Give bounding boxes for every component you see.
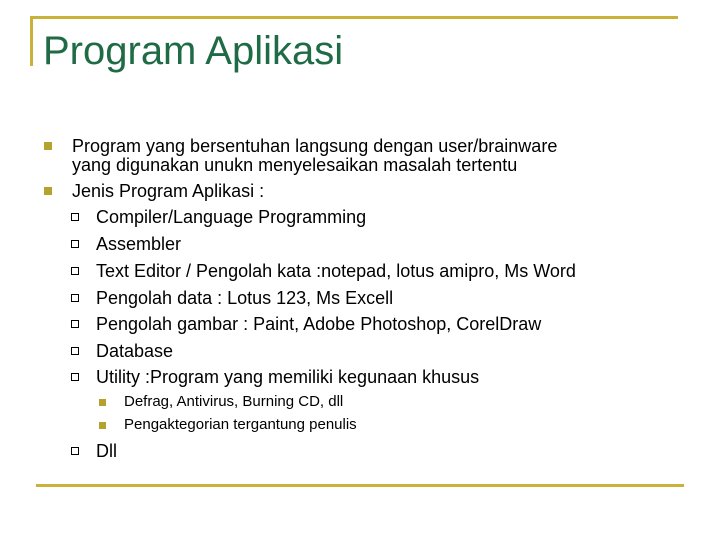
bullet-text-continued: yang digunakan unukn menyelesaikan masalah tertentu [72,155,518,175]
square-bullet-icon [44,142,52,150]
hollow-square-bullet-icon [71,373,79,381]
sub-bullet-text: Dll [96,441,117,461]
hollow-square-bullet-icon [71,294,79,302]
hollow-square-bullet-icon [71,447,79,455]
bullet-text: Jenis Program Aplikasi : [72,181,265,201]
sub-bullet-text: Database [96,341,174,361]
sub-sub-bullet-text: Pengaktegorian tergantung penulis [124,416,357,433]
bullet-text: Program yang bersentuhan langsung dengan user/brainware [72,136,558,156]
square-bullet-icon [44,187,52,195]
sub-bullet-text: Assembler [96,234,182,254]
left-rule [30,16,33,66]
sub-bullet-text: Compiler/Language Programming [96,207,367,227]
slide-title: Program Aplikasi [43,29,344,73]
hollow-square-bullet-icon [71,240,79,248]
sub-bullet-text: Pengolah gambar : Paint, Adobe Photoshop, CorelDraw [96,314,542,334]
sub-bullet-text: Text Editor / Pengolah kata :notepad, lotus amipro, Ms Word [96,261,576,281]
hollow-square-bullet-icon [71,320,79,328]
square-bullet-icon [99,422,106,429]
square-bullet-icon [99,399,106,406]
sub-bullet-text: Pengolah data : Lotus 123, Ms Excell [96,288,394,308]
top-rule [30,16,678,19]
hollow-square-bullet-icon [71,347,79,355]
hollow-square-bullet-icon [71,267,79,275]
hollow-square-bullet-icon [71,213,79,221]
sub-sub-bullet-text: Defrag, Antivirus, Burning CD, dll [124,393,344,410]
sub-bullet-text: Utility :Program yang memiliki kegunaan khusus [96,367,480,387]
bottom-rule [36,484,684,487]
